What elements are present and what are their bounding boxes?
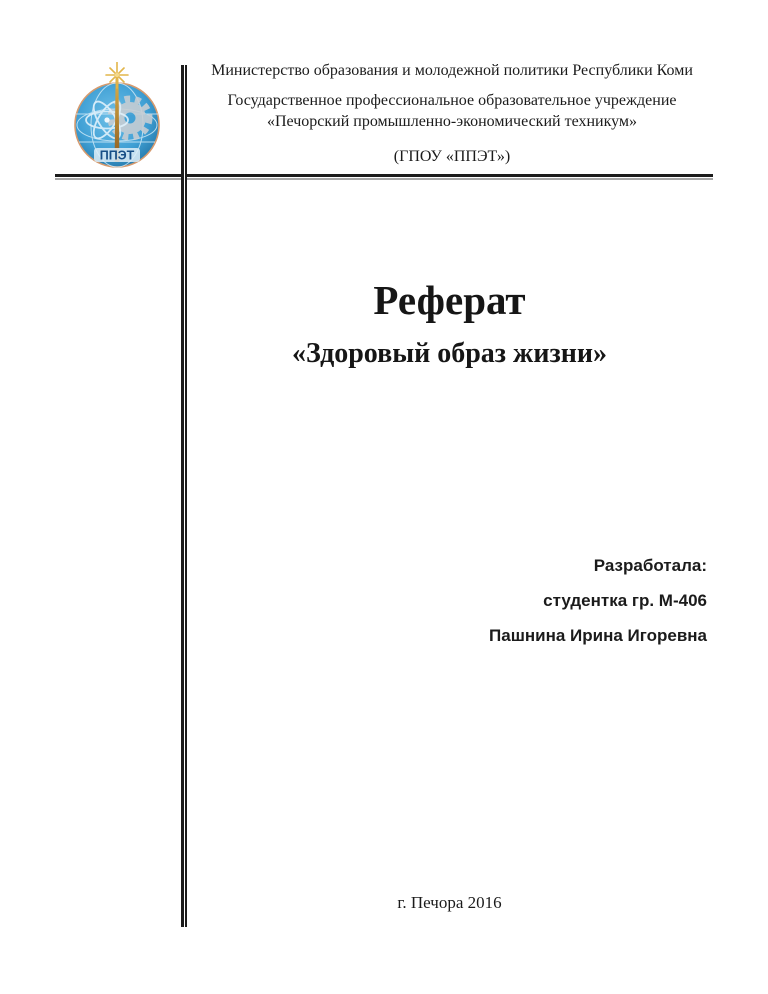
ministry-line: Министерство образования и молодежной политики Республики Коми [211, 62, 693, 79]
institution-line-2: «Печорский промышленно-экономический техникум» [266, 113, 638, 130]
header-block [196, 60, 708, 167]
college-emblem [66, 62, 168, 170]
emblem-abbreviation-text: ППЭТ [99, 148, 135, 163]
vertical-divider [181, 65, 187, 927]
abbreviation-line: (ГПОУ «ППЭТ») [393, 148, 511, 165]
author-name: Пашнина Ирина Игоревна [489, 626, 707, 645]
institution-line-1: Государственное профессиональное образовательное учреждение [227, 92, 677, 109]
document-title: Реферат [373, 277, 526, 323]
horizontal-divider [55, 174, 713, 180]
author-block [287, 548, 707, 653]
institution-lines [196, 90, 708, 132]
author-group: студентка гр. М-406 [543, 591, 707, 610]
college-emblem-icon [66, 62, 168, 170]
document-subtitle: «Здоровый образ жизни» [291, 338, 607, 369]
author-role: Разработала: [593, 556, 707, 575]
footer-place-year: г. Печора 2016 [397, 893, 502, 912]
